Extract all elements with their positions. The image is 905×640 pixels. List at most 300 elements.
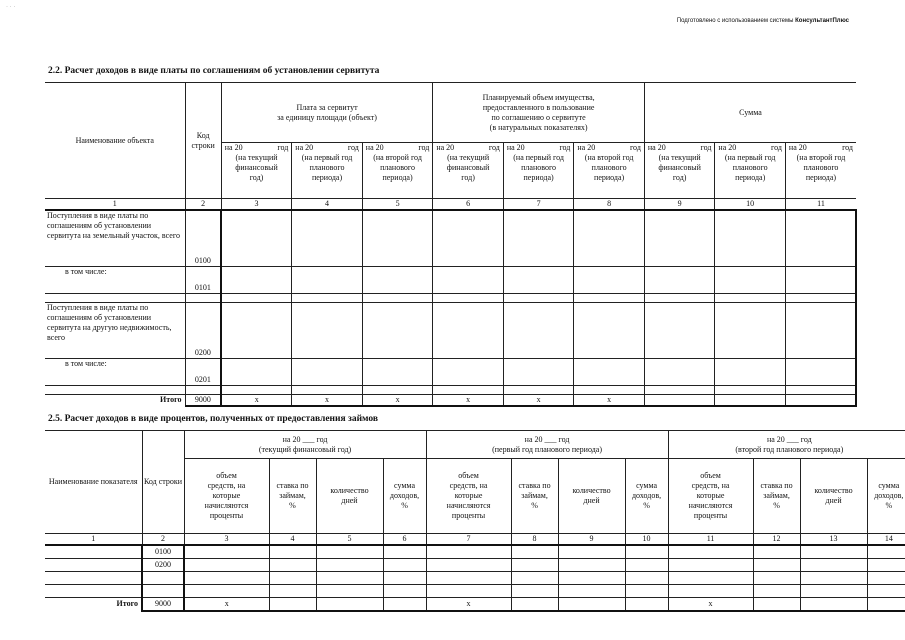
data-cell[interactable] xyxy=(184,545,269,558)
period-header-cur xyxy=(644,143,715,199)
header-volume xyxy=(426,459,511,534)
data-cell[interactable] xyxy=(292,266,363,293)
data-cell[interactable] xyxy=(184,571,269,584)
header-text-line: займам, xyxy=(763,491,790,500)
total-code: 9000 xyxy=(185,394,221,406)
data-cell[interactable] xyxy=(316,545,383,558)
period-current-year: на 20 ___ год xyxy=(282,434,328,444)
header-text-line: (на первый год xyxy=(513,153,564,162)
header-text-line: % xyxy=(885,501,893,510)
data-cell[interactable] xyxy=(511,584,558,597)
table-row xyxy=(45,358,856,385)
data-cell[interactable] xyxy=(362,266,433,293)
header-fee-per-unit xyxy=(221,83,433,143)
column-number: 3 xyxy=(184,534,269,546)
header-text-line: год xyxy=(559,143,571,152)
header-text-line: начисляются xyxy=(446,501,491,510)
data-cell[interactable] xyxy=(426,558,511,571)
header-text-line: проценты xyxy=(209,511,244,520)
header-text-line: средств, на xyxy=(449,481,488,490)
period-first-label: (первый год планового периода) xyxy=(492,444,603,454)
header-text-line: год) xyxy=(461,173,475,182)
header-text-line: ставка по xyxy=(276,481,309,490)
servitude-table xyxy=(45,82,857,407)
data-cell[interactable] xyxy=(800,584,867,597)
data-cell[interactable] xyxy=(800,571,867,584)
period-current-label: (текущий финансовый год) xyxy=(258,444,352,454)
header-text-line: средств, на xyxy=(207,481,246,490)
header-text-line: финансовый xyxy=(658,163,701,172)
row-code: 0100 xyxy=(142,545,184,558)
header-text-line: % xyxy=(289,501,296,510)
header-text-line: планового xyxy=(803,163,839,172)
column-number: 7 xyxy=(426,534,511,546)
header-text-line: периода) xyxy=(735,173,766,182)
header-text-line: (на первый год xyxy=(724,153,776,162)
data-cell[interactable] xyxy=(362,302,433,358)
header-text-line: доходов, xyxy=(874,491,904,500)
table-row xyxy=(45,266,856,293)
column-number: 8 xyxy=(574,199,645,211)
data-cell[interactable] xyxy=(753,545,800,558)
data-cell[interactable] xyxy=(625,584,668,597)
row-code: 0100 xyxy=(185,210,221,266)
data-cell[interactable] xyxy=(433,302,504,358)
total-label: Итого xyxy=(45,394,185,406)
period-first-year: на 20 ___ год xyxy=(524,434,570,444)
data-cell[interactable] xyxy=(433,385,504,394)
data-cell[interactable] xyxy=(715,302,786,358)
row-name xyxy=(45,545,142,558)
data-cell[interactable] xyxy=(292,302,363,358)
data-cell[interactable] xyxy=(558,584,625,597)
row-code: 0101 xyxy=(185,266,221,293)
data-cell[interactable] xyxy=(503,385,574,394)
spacer-cell xyxy=(45,385,185,394)
column-number: 4 xyxy=(269,534,316,546)
header-text-line: (на второй год xyxy=(796,153,846,162)
header-text-line: % xyxy=(773,501,780,510)
header-text-line: сумма xyxy=(394,481,415,490)
header-text-line: % xyxy=(401,501,408,510)
column-number: 13 xyxy=(800,534,867,546)
header-income-sum xyxy=(625,459,668,534)
header-income-sum xyxy=(867,459,905,534)
data-cell[interactable] xyxy=(433,358,504,385)
period-header-cur xyxy=(433,143,504,199)
data-cell[interactable] xyxy=(644,385,715,394)
data-cell[interactable] xyxy=(292,293,363,302)
column-number: 6 xyxy=(383,534,426,546)
data-cell[interactable] xyxy=(221,293,292,302)
data-cell[interactable] xyxy=(292,210,363,266)
header-rate xyxy=(269,459,316,534)
column-number: 6 xyxy=(433,199,504,211)
column-number: 10 xyxy=(625,534,668,546)
header-text-line: на 20 xyxy=(577,143,596,152)
header-volume xyxy=(184,459,269,534)
data-cell[interactable] xyxy=(574,266,645,293)
total-row xyxy=(45,597,905,611)
data-cell[interactable] xyxy=(316,597,383,611)
data-cell[interactable] xyxy=(362,385,433,394)
data-cell[interactable] xyxy=(316,571,383,584)
data-cell[interactable] xyxy=(644,358,715,385)
data-cell[interactable] xyxy=(383,545,426,558)
data-cell[interactable] xyxy=(867,571,905,584)
header-text-line: финансовый xyxy=(235,163,278,172)
data-cell[interactable] xyxy=(644,210,715,266)
data-cell[interactable] xyxy=(668,545,753,558)
column-number: 7 xyxy=(503,199,574,211)
data-cell[interactable] xyxy=(785,293,856,302)
header-text-line: которые xyxy=(212,491,241,500)
total-code: 9000 xyxy=(142,597,184,611)
header-text-line: периода) xyxy=(382,173,413,182)
header-income-sum xyxy=(383,459,426,534)
data-cell[interactable] xyxy=(574,358,645,385)
data-cell[interactable] xyxy=(269,558,316,571)
header-text-line: на 20 xyxy=(718,143,737,152)
total-x-mark: x xyxy=(221,394,292,406)
data-cell[interactable] xyxy=(511,571,558,584)
data-cell[interactable] xyxy=(184,584,269,597)
data-cell[interactable] xyxy=(800,558,867,571)
table-row xyxy=(45,545,905,558)
row-name: в том числе: xyxy=(45,358,185,385)
header-text-line: планового xyxy=(521,163,557,172)
data-cell[interactable] xyxy=(644,302,715,358)
data-cell[interactable] xyxy=(269,545,316,558)
period-header-first xyxy=(503,143,574,199)
total-x-mark: x xyxy=(668,597,753,611)
data-cell[interactable] xyxy=(785,358,856,385)
data-cell[interactable] xyxy=(625,597,668,611)
data-cell[interactable] xyxy=(558,571,625,584)
data-cell[interactable] xyxy=(753,558,800,571)
header-text-line: год xyxy=(418,143,430,152)
header-sum: Сумма xyxy=(644,83,856,143)
data-cell[interactable] xyxy=(668,558,753,571)
header-text-line: объем xyxy=(216,471,237,480)
data-cell[interactable] xyxy=(558,545,625,558)
data-cell[interactable] xyxy=(574,293,645,302)
column-number: 5 xyxy=(316,534,383,546)
data-cell[interactable] xyxy=(503,302,574,358)
header-volume-l1: Планируемый объем имущества, xyxy=(482,92,595,102)
header-text-line: планового xyxy=(732,163,768,172)
header-volume xyxy=(668,459,753,534)
header-text-line: средств, на xyxy=(691,481,730,490)
data-cell[interactable] xyxy=(383,597,426,611)
header-text-line: сумма xyxy=(636,481,658,490)
header-text-line: ставка по xyxy=(518,481,551,490)
data-cell[interactable] xyxy=(625,571,668,584)
data-cell[interactable] xyxy=(574,302,645,358)
spacer-row xyxy=(45,385,856,394)
data-cell[interactable] xyxy=(625,558,668,571)
period-header-second xyxy=(785,143,856,199)
spacer-cell xyxy=(45,584,142,597)
header-days xyxy=(800,459,867,534)
data-cell[interactable] xyxy=(715,358,786,385)
header-text-line: (на второй год xyxy=(584,153,634,162)
header-text-line: дней xyxy=(341,496,358,505)
column-number: 11 xyxy=(785,199,856,211)
data-cell[interactable] xyxy=(221,358,292,385)
data-cell[interactable] xyxy=(785,266,856,293)
header-text-line: на 20 xyxy=(524,434,543,444)
total-x-mark: x xyxy=(292,394,363,406)
data-cell[interactable] xyxy=(574,385,645,394)
data-cell[interactable] xyxy=(433,210,504,266)
data-cell[interactable] xyxy=(867,597,905,611)
header-text-line: количество xyxy=(330,486,369,495)
loans-table xyxy=(45,430,905,612)
data-cell[interactable] xyxy=(221,266,292,293)
data-cell[interactable] xyxy=(511,597,558,611)
header-text-line: начисляются xyxy=(688,501,733,510)
data-cell[interactable] xyxy=(383,584,426,597)
data-cell[interactable] xyxy=(574,210,645,266)
total-row xyxy=(45,394,856,406)
column-number: 3 xyxy=(221,199,292,211)
column-number: 11 xyxy=(668,534,753,546)
header-text-line: год xyxy=(700,143,712,152)
header-text-line: объем xyxy=(458,471,479,480)
data-cell[interactable] xyxy=(269,571,316,584)
row-name xyxy=(45,558,142,571)
column-number: 9 xyxy=(644,199,715,211)
data-cell[interactable] xyxy=(668,571,753,584)
period-second-label: (второй год планового периода) xyxy=(735,444,844,454)
data-cell[interactable] xyxy=(221,302,292,358)
data-cell[interactable] xyxy=(800,597,867,611)
header-note-prefix: Подготовлено с использованием системы xyxy=(676,18,796,24)
data-cell[interactable] xyxy=(558,597,625,611)
data-cell[interactable] xyxy=(292,358,363,385)
section-title-loans: 2.5. Расчет доходов в виде процентов, полученных от предоставления займов xyxy=(48,414,379,424)
data-cell[interactable] xyxy=(867,584,905,597)
data-cell[interactable] xyxy=(269,597,316,611)
header-text-line: % xyxy=(531,501,538,510)
total-x-mark: x xyxy=(362,394,433,406)
period-second-year: на 20 ___ год xyxy=(766,434,812,444)
data-cell[interactable] xyxy=(433,266,504,293)
header-text-line: планового xyxy=(309,163,345,172)
total-x-mark: x xyxy=(426,597,511,611)
column-number: 8 xyxy=(511,534,558,546)
table-row xyxy=(45,302,856,358)
data-cell[interactable] xyxy=(785,302,856,358)
header-text-line: (на первый год xyxy=(301,153,353,162)
header-text-line: год xyxy=(347,143,359,152)
header-indicator-name: Наименование показателя xyxy=(45,431,142,534)
header-volume-l2: предоставленного в пользование xyxy=(482,102,595,112)
data-cell[interactable] xyxy=(715,385,786,394)
header-text-line: периода) xyxy=(311,173,343,182)
data-cell[interactable] xyxy=(316,558,383,571)
table-row xyxy=(45,558,905,571)
header-fee-l1: Плата за сервитут xyxy=(296,102,358,112)
header-text-line: на 20 xyxy=(295,143,314,152)
data-cell[interactable] xyxy=(867,558,905,571)
header-text-line: (на текущий xyxy=(235,153,278,162)
data-cell[interactable] xyxy=(644,394,715,406)
header-text-line: начисляются xyxy=(204,501,249,510)
data-cell[interactable] xyxy=(753,571,800,584)
corner-mark: · · · xyxy=(6,4,16,10)
header-text-line: на 20 xyxy=(788,143,807,152)
header-planned-volume xyxy=(433,83,645,143)
period-header-second xyxy=(574,143,645,199)
header-rate xyxy=(511,459,558,534)
header-period-second xyxy=(668,431,905,459)
data-cell[interactable] xyxy=(715,293,786,302)
data-cell[interactable] xyxy=(625,545,668,558)
spacer-row xyxy=(45,571,905,584)
header-text-line: на 20 xyxy=(365,143,384,152)
header-text-line: проценты xyxy=(451,511,486,520)
header-text-line: год xyxy=(558,434,570,444)
data-cell[interactable] xyxy=(221,385,292,394)
data-cell[interactable] xyxy=(644,293,715,302)
section-title-servitude: 2.2. Расчет доходов в виде платы по соглашениям об установлении сервитута xyxy=(48,66,380,76)
row-name: Поступления в виде платы по соглашениям об установлении сервитута на другую недвижимость, всего xyxy=(45,302,185,358)
data-cell[interactable] xyxy=(753,597,800,611)
column-number: 2 xyxy=(142,534,184,546)
spacer-cell xyxy=(45,293,185,302)
column-number: 4 xyxy=(292,199,363,211)
header-text-line: год xyxy=(316,434,328,444)
data-cell[interactable] xyxy=(785,394,856,406)
header-text-line: % xyxy=(643,501,650,510)
header-period-current xyxy=(184,431,426,459)
spacer-cell xyxy=(185,385,221,394)
column-number: 12 xyxy=(753,534,800,546)
data-cell[interactable] xyxy=(800,545,867,558)
data-cell[interactable] xyxy=(316,584,383,597)
column-number: 2 xyxy=(185,199,221,211)
data-cell[interactable] xyxy=(433,293,504,302)
header-text-line: которые xyxy=(696,491,725,500)
data-cell[interactable] xyxy=(383,558,426,571)
header-text-line: год) xyxy=(249,173,264,182)
spacer-row xyxy=(45,584,905,597)
data-cell[interactable] xyxy=(668,584,753,597)
total-x-mark: x xyxy=(574,394,645,406)
header-text-line: займам, xyxy=(279,491,306,500)
data-cell[interactable] xyxy=(558,558,625,571)
header-text-line: количество xyxy=(814,486,853,495)
data-cell[interactable] xyxy=(503,210,574,266)
header-text-line: год xyxy=(771,143,782,152)
header-rate xyxy=(753,459,800,534)
header-text-line: займам, xyxy=(521,491,548,500)
data-cell[interactable] xyxy=(785,385,856,394)
data-cell[interactable] xyxy=(644,266,715,293)
header-text-line: ставка по xyxy=(760,481,793,490)
header-days xyxy=(558,459,625,534)
data-cell[interactable] xyxy=(715,394,786,406)
header-text-line: планового xyxy=(380,163,416,172)
header-period-first xyxy=(426,431,668,459)
column-number: 10 xyxy=(715,199,786,211)
period-header-second xyxy=(362,143,433,199)
data-cell[interactable] xyxy=(362,293,433,302)
header-text-line: периода) xyxy=(523,173,554,182)
spacer-row xyxy=(45,293,856,302)
data-cell[interactable] xyxy=(503,358,574,385)
data-cell[interactable] xyxy=(292,385,363,394)
header-text-line: доходов, xyxy=(631,491,662,500)
column-number: 14 xyxy=(867,534,905,546)
header-text-line: дней xyxy=(583,496,600,505)
data-cell[interactable] xyxy=(184,558,269,571)
data-cell[interactable] xyxy=(511,545,558,558)
header-volume-l3: по соглашению о сервитуте xyxy=(491,112,586,122)
data-cell[interactable] xyxy=(269,584,316,597)
header-text-line: на 20 xyxy=(436,143,455,152)
row-code: 0201 xyxy=(185,358,221,385)
total-x-mark: x xyxy=(503,394,574,406)
column-number: 5 xyxy=(362,199,433,211)
data-cell[interactable] xyxy=(503,293,574,302)
header-days xyxy=(316,459,383,534)
header-text-line: на 20 xyxy=(224,143,243,152)
header-text-line: на 20 xyxy=(647,143,666,152)
data-cell[interactable] xyxy=(426,571,511,584)
data-cell[interactable] xyxy=(715,266,786,293)
data-cell[interactable] xyxy=(362,210,433,266)
header-text-line: объем xyxy=(700,471,721,480)
total-label: Итого xyxy=(45,597,142,611)
data-cell[interactable] xyxy=(511,558,558,571)
row-name: Поступления в виде платы по соглашениям об установлении сервитута на земельный участок, всего xyxy=(45,210,185,266)
data-cell[interactable] xyxy=(753,584,800,597)
header-fee-l2: за единицу площади (объект) xyxy=(277,112,377,122)
total-x-mark: x xyxy=(184,597,269,611)
data-cell[interactable] xyxy=(221,210,292,266)
row-code: 0200 xyxy=(185,302,221,358)
header-row-code: Код строки xyxy=(185,83,221,199)
header-object-name: Наименование объекта xyxy=(45,83,185,199)
header-text-line: год xyxy=(488,143,500,152)
header-text-line: на 20 xyxy=(766,434,785,444)
header-text-line: периода) xyxy=(594,173,625,182)
data-cell[interactable] xyxy=(785,210,856,266)
header-text-line: (на текущий xyxy=(658,153,701,162)
header-text-line: (на второй год xyxy=(373,153,422,162)
header-text-line: год xyxy=(842,143,853,152)
header-loan-row-code: Код строки xyxy=(142,431,184,534)
column-number: 1 xyxy=(45,199,185,211)
header-text-line: на 20 xyxy=(506,143,525,152)
data-cell[interactable] xyxy=(426,545,511,558)
header-text-line: которые xyxy=(454,491,483,500)
header-text-line: проценты xyxy=(693,511,728,520)
data-cell[interactable] xyxy=(503,266,574,293)
row-code: 0200 xyxy=(142,558,184,571)
data-cell[interactable] xyxy=(867,545,905,558)
data-cell[interactable] xyxy=(715,210,786,266)
data-cell[interactable] xyxy=(426,584,511,597)
header-text-line: на 20 xyxy=(282,434,301,444)
data-cell[interactable] xyxy=(362,358,433,385)
column-number: 9 xyxy=(558,534,625,546)
period-header-first xyxy=(715,143,786,199)
data-cell[interactable] xyxy=(383,571,426,584)
